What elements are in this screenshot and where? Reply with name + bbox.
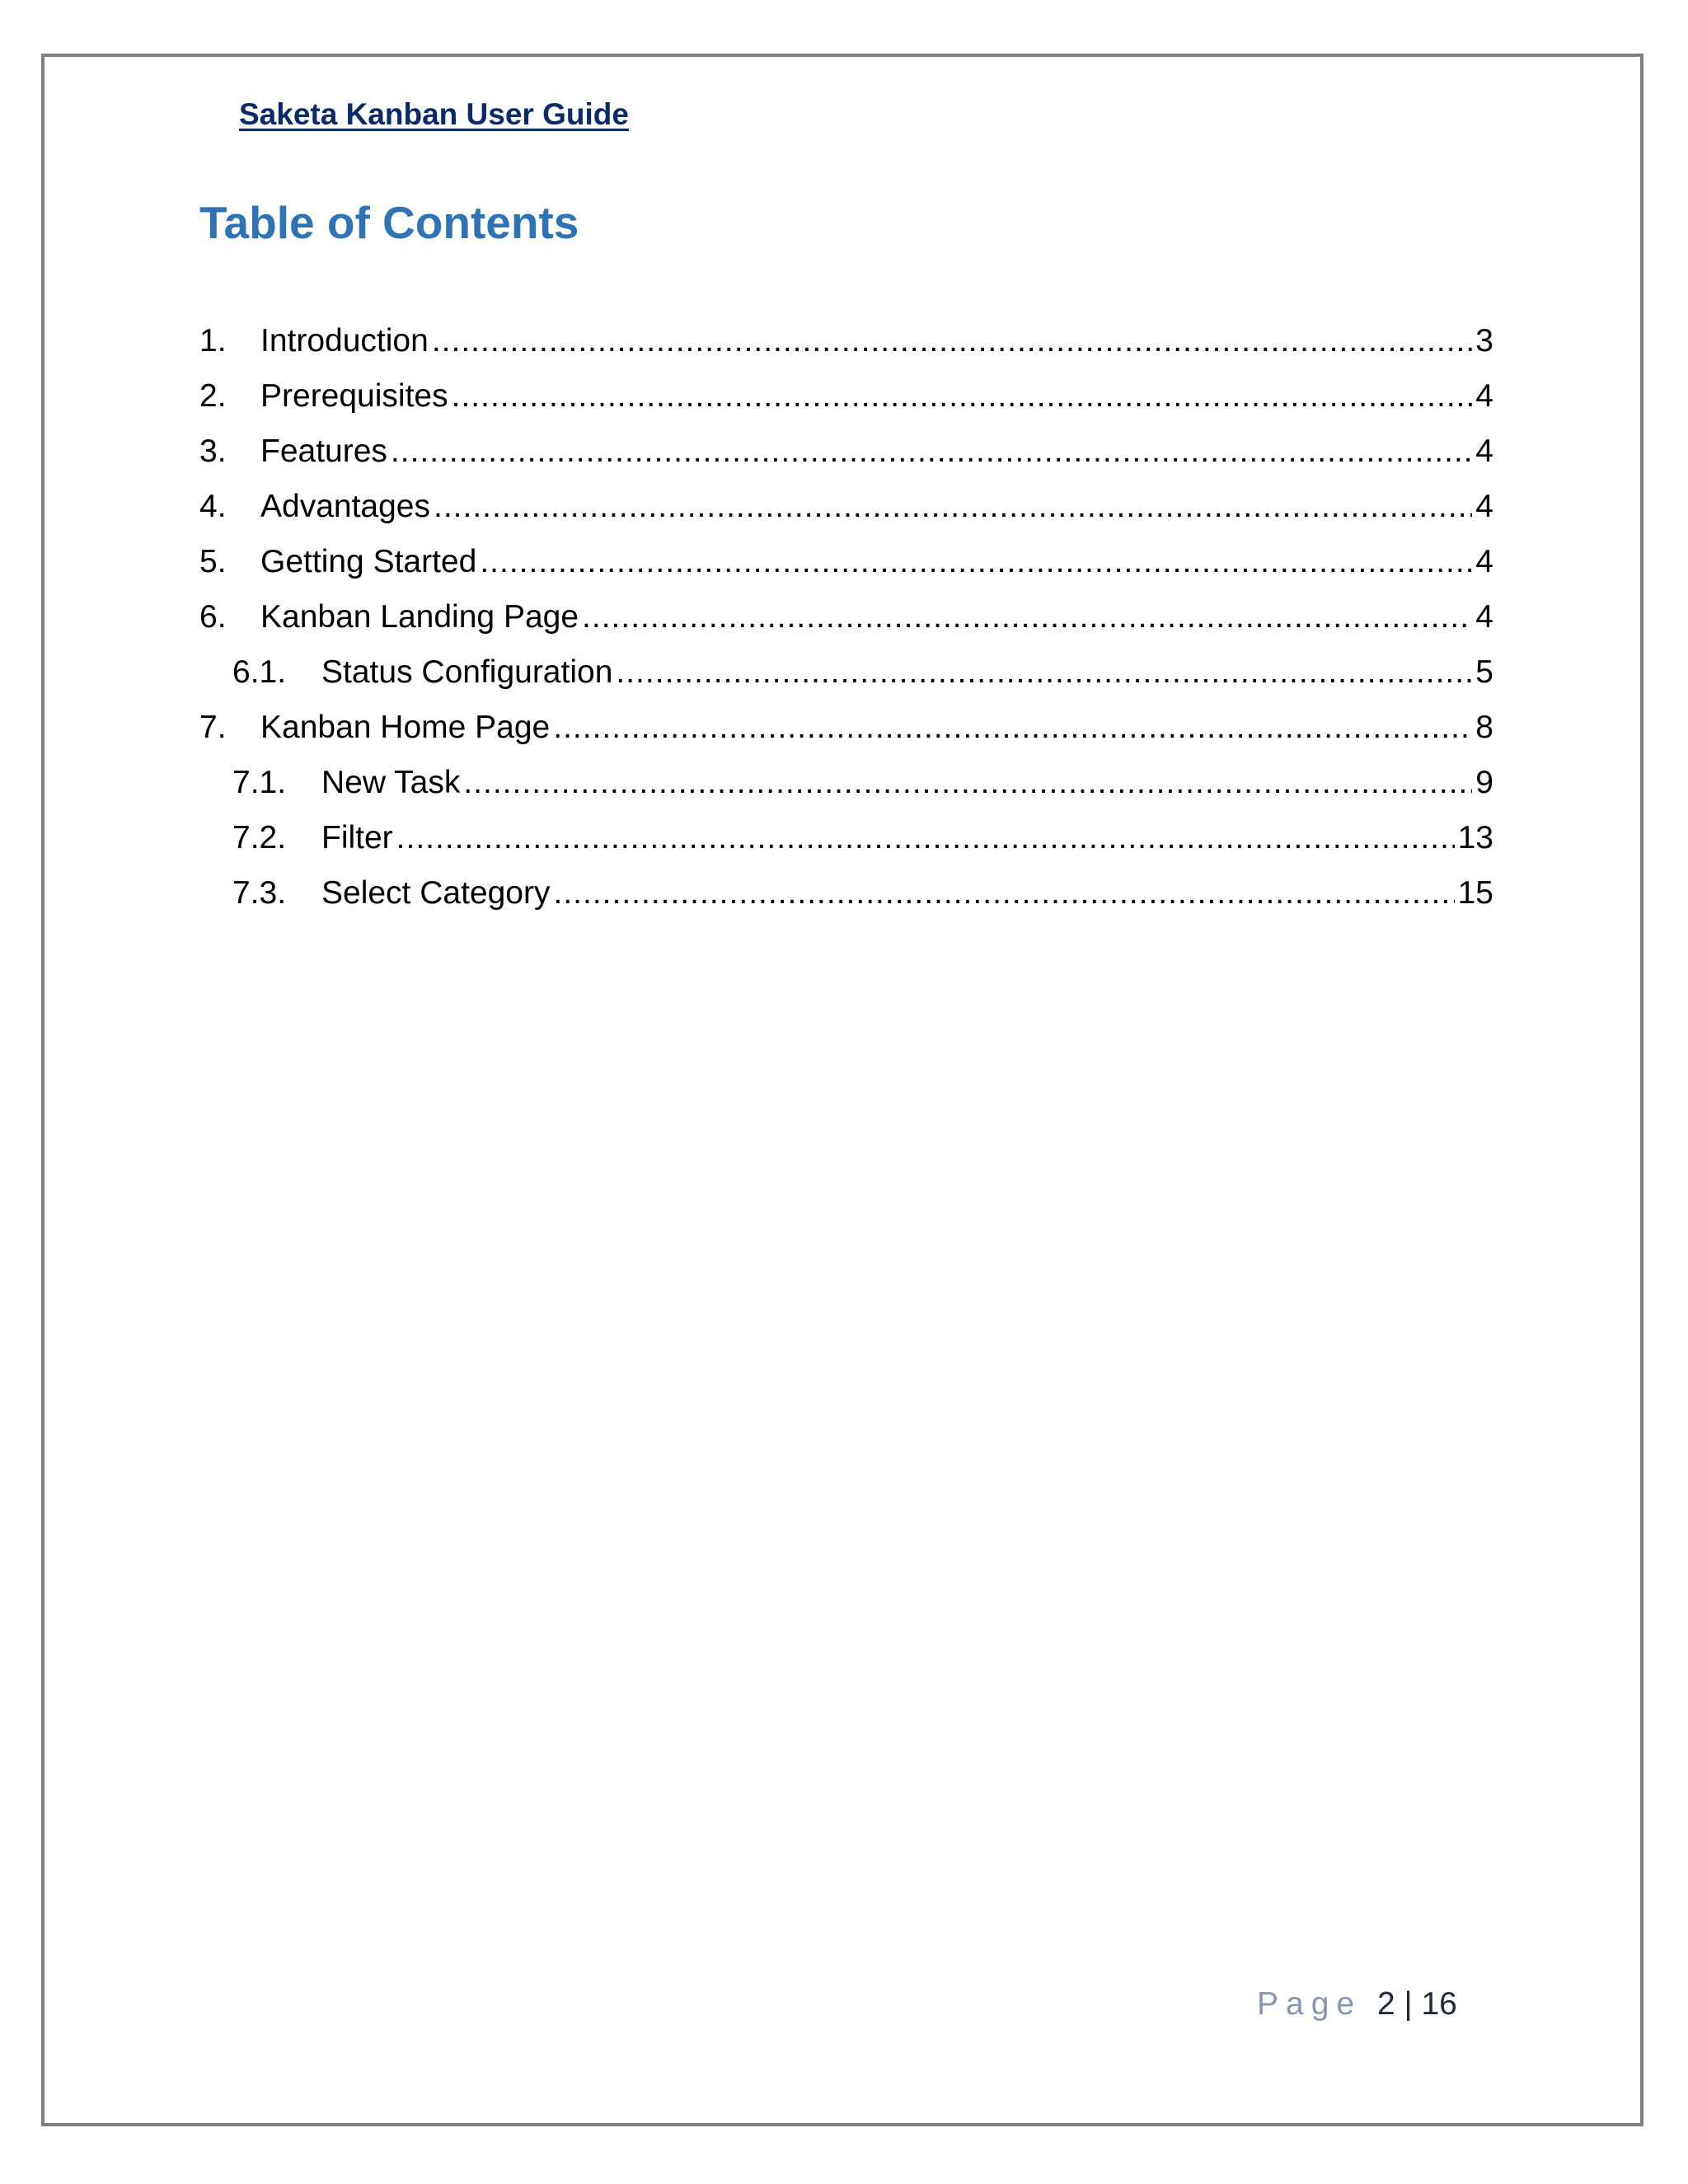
toc-entry-text: Select Category xyxy=(321,875,551,911)
toc-entry-filter[interactable] xyxy=(199,810,1493,865)
page-footer xyxy=(1257,1986,1457,2022)
toc-entry-new-task[interactable] xyxy=(199,755,1493,810)
toc-entry-number: 7.2. xyxy=(232,820,287,855)
footer-page-current: 2 xyxy=(1376,1986,1395,2022)
toc-entry-number: 6. xyxy=(199,599,227,635)
toc-entry-text: Introduction xyxy=(260,323,429,359)
footer-separator: | xyxy=(1404,1986,1413,2022)
toc-entry-status-configuration[interactable] xyxy=(199,644,1493,700)
toc-entry-number: 7. xyxy=(199,710,227,745)
footer-page-total: 16 xyxy=(1421,1986,1457,2022)
toc-title: Table of Contents xyxy=(199,197,579,248)
toc-entry-page: 4 xyxy=(1475,434,1493,469)
toc-entry-page: 9 xyxy=(1475,765,1493,800)
toc-list xyxy=(199,313,1493,921)
toc-entry-kanban-landing-page[interactable] xyxy=(199,589,1493,644)
toc-entry-text: Kanban Landing Page xyxy=(260,599,579,635)
document-header-title: Saketa Kanban User Guide xyxy=(239,97,629,131)
toc-leader-dots xyxy=(582,589,1472,644)
toc-leader-dots xyxy=(396,810,1455,865)
toc-entry-number: 7.3. xyxy=(232,875,287,911)
toc-entry-text: Features xyxy=(260,434,387,469)
toc-entry-number: 1. xyxy=(199,323,227,359)
toc-entry-page: 4 xyxy=(1475,599,1493,635)
toc-entry-page: 3 xyxy=(1475,323,1493,359)
toc-leader-dots xyxy=(463,755,1472,810)
toc-entry-introduction[interactable] xyxy=(199,313,1493,368)
toc-entry-text: Status Configuration xyxy=(321,654,613,690)
toc-entry-text: Getting Started xyxy=(260,544,477,579)
toc-entry-page: 4 xyxy=(1475,544,1493,579)
toc-entry-text: Filter xyxy=(321,820,393,855)
toc-entry-number: 7.1. xyxy=(232,765,287,800)
toc-entry-getting-started[interactable] xyxy=(199,534,1493,589)
toc-entry-number: 5. xyxy=(199,544,227,579)
toc-leader-dots xyxy=(432,313,1472,368)
toc-entry-text: Advantages xyxy=(260,489,430,524)
toc-leader-dots xyxy=(480,534,1472,589)
toc-entry-page: 4 xyxy=(1475,489,1493,524)
toc-entry-number: 6.1. xyxy=(232,654,287,690)
toc-entry-page: 8 xyxy=(1475,710,1493,745)
toc-leader-dots xyxy=(616,644,1472,700)
toc-leader-dots xyxy=(553,700,1472,755)
toc-entry-kanban-home-page[interactable] xyxy=(199,700,1493,755)
toc-entry-number: 3. xyxy=(199,434,227,469)
toc-leader-dots xyxy=(391,424,1472,479)
toc-entry-page: 5 xyxy=(1475,654,1493,690)
toc-entry-text: Kanban Home Page xyxy=(260,710,551,745)
toc-entry-advantages[interactable] xyxy=(199,479,1493,534)
toc-leader-dots xyxy=(452,368,1473,424)
toc-entry-prerequisites[interactable] xyxy=(199,368,1493,424)
toc-entry-page: 4 xyxy=(1475,378,1493,414)
toc-entry-page: 15 xyxy=(1457,875,1493,911)
toc-leader-dots xyxy=(434,479,1472,534)
toc-entry-page: 13 xyxy=(1457,820,1493,855)
toc-entry-features[interactable] xyxy=(199,424,1493,479)
toc-entry-number: 4. xyxy=(199,489,227,524)
footer-page-word: Page xyxy=(1257,1986,1362,2022)
toc-entry-number: 2. xyxy=(199,378,227,414)
toc-entry-text: Prerequisites xyxy=(260,378,448,414)
toc-leader-dots xyxy=(553,865,1454,921)
toc-entry-select-category[interactable] xyxy=(199,865,1493,921)
toc-entry-text: New Task xyxy=(321,765,461,800)
